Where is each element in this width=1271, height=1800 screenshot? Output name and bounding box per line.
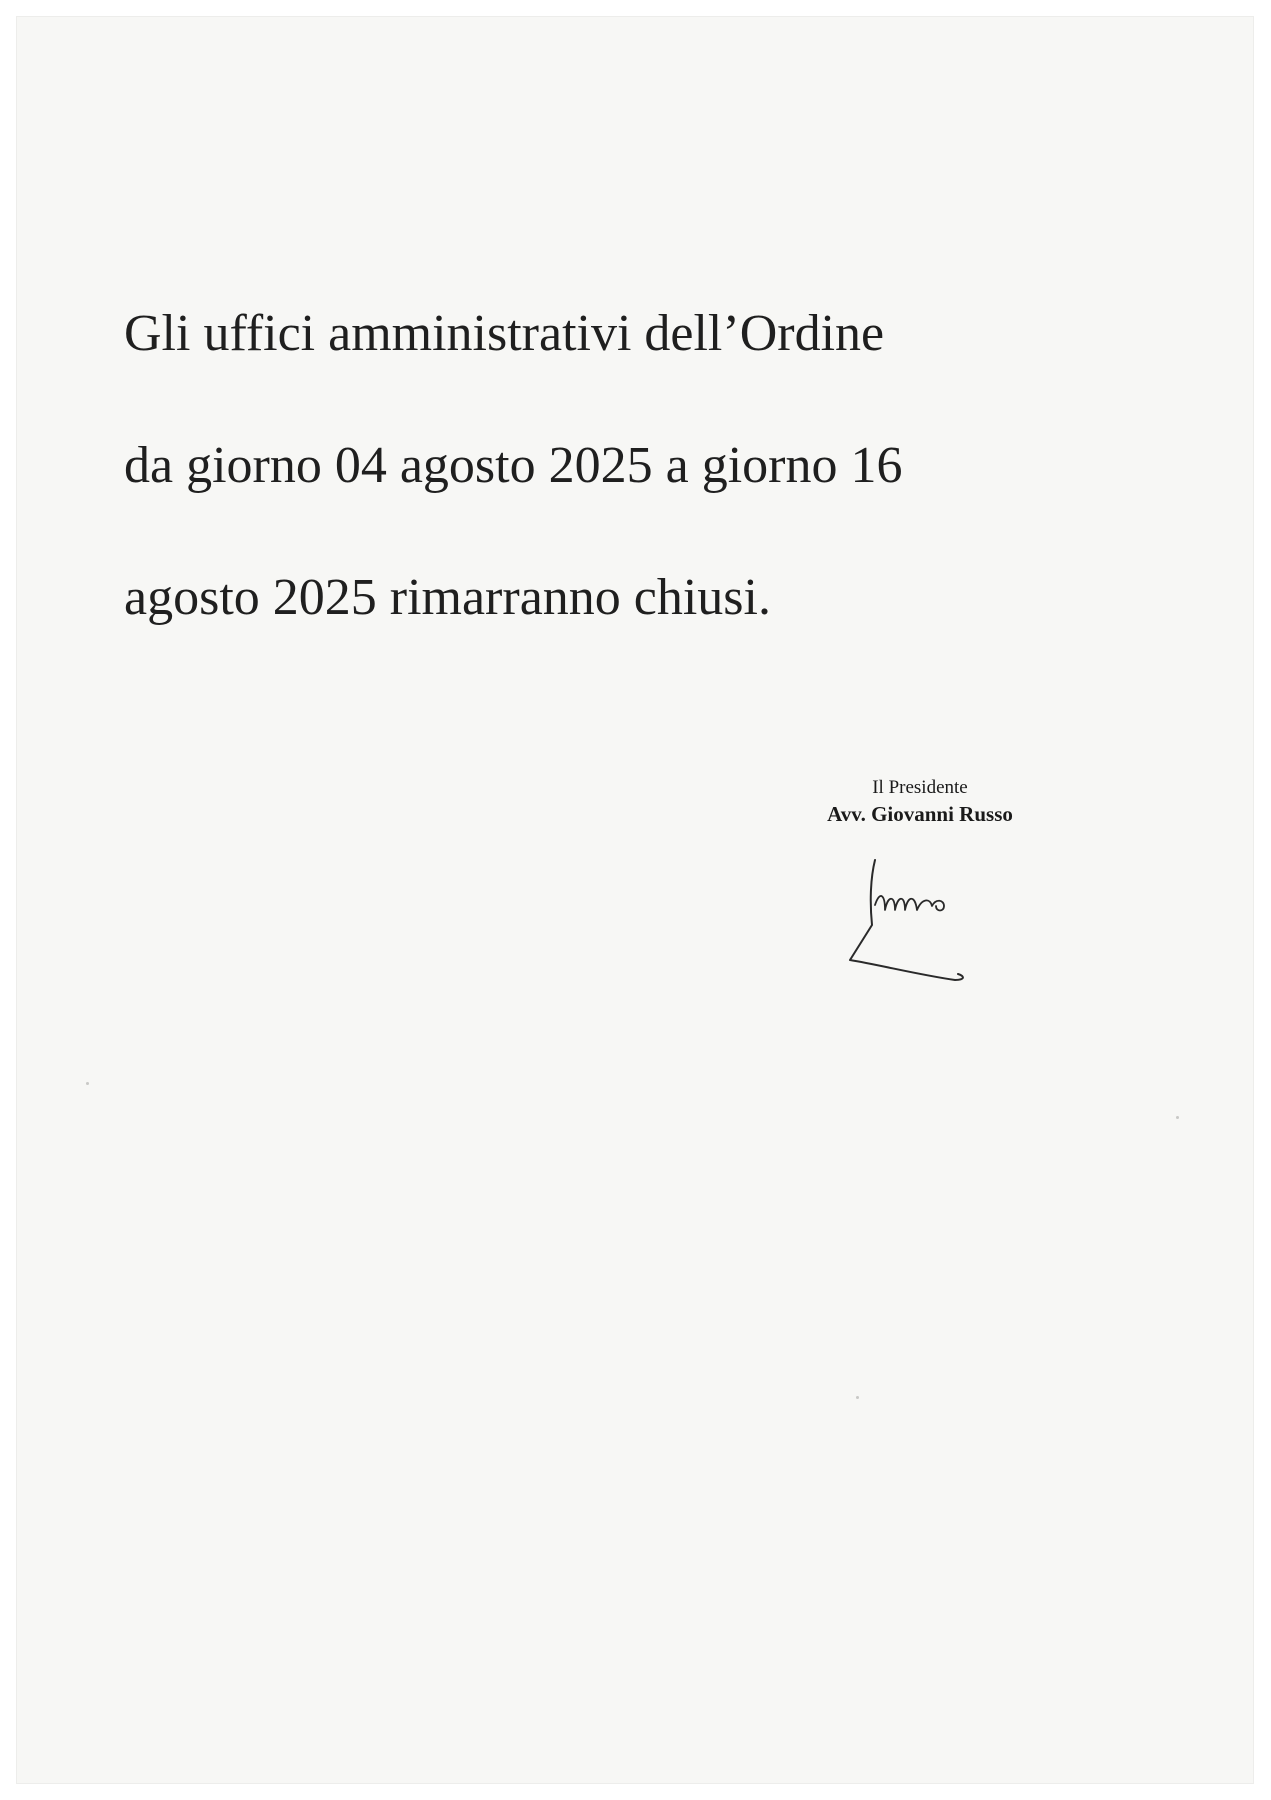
notice-text bbox=[124, 268, 1024, 664]
signer-role: Il Presidente bbox=[872, 777, 968, 798]
signer-name: Avv. Giovanni Russo bbox=[827, 802, 1013, 826]
handwritten-signature bbox=[840, 850, 1040, 1000]
signature-block bbox=[780, 776, 1060, 828]
scan-speck bbox=[1176, 1116, 1179, 1119]
notice-line-3: agosto 2025 rimarranno chiusi. bbox=[124, 569, 771, 626]
scan-speck bbox=[856, 1396, 859, 1399]
notice-line-2: da giorno 04 agosto 2025 a giorno 16 bbox=[124, 437, 903, 494]
scan-speck bbox=[86, 1082, 89, 1085]
notice-line-1: Gli uffici amministrativi dell’Ordine bbox=[124, 305, 885, 362]
